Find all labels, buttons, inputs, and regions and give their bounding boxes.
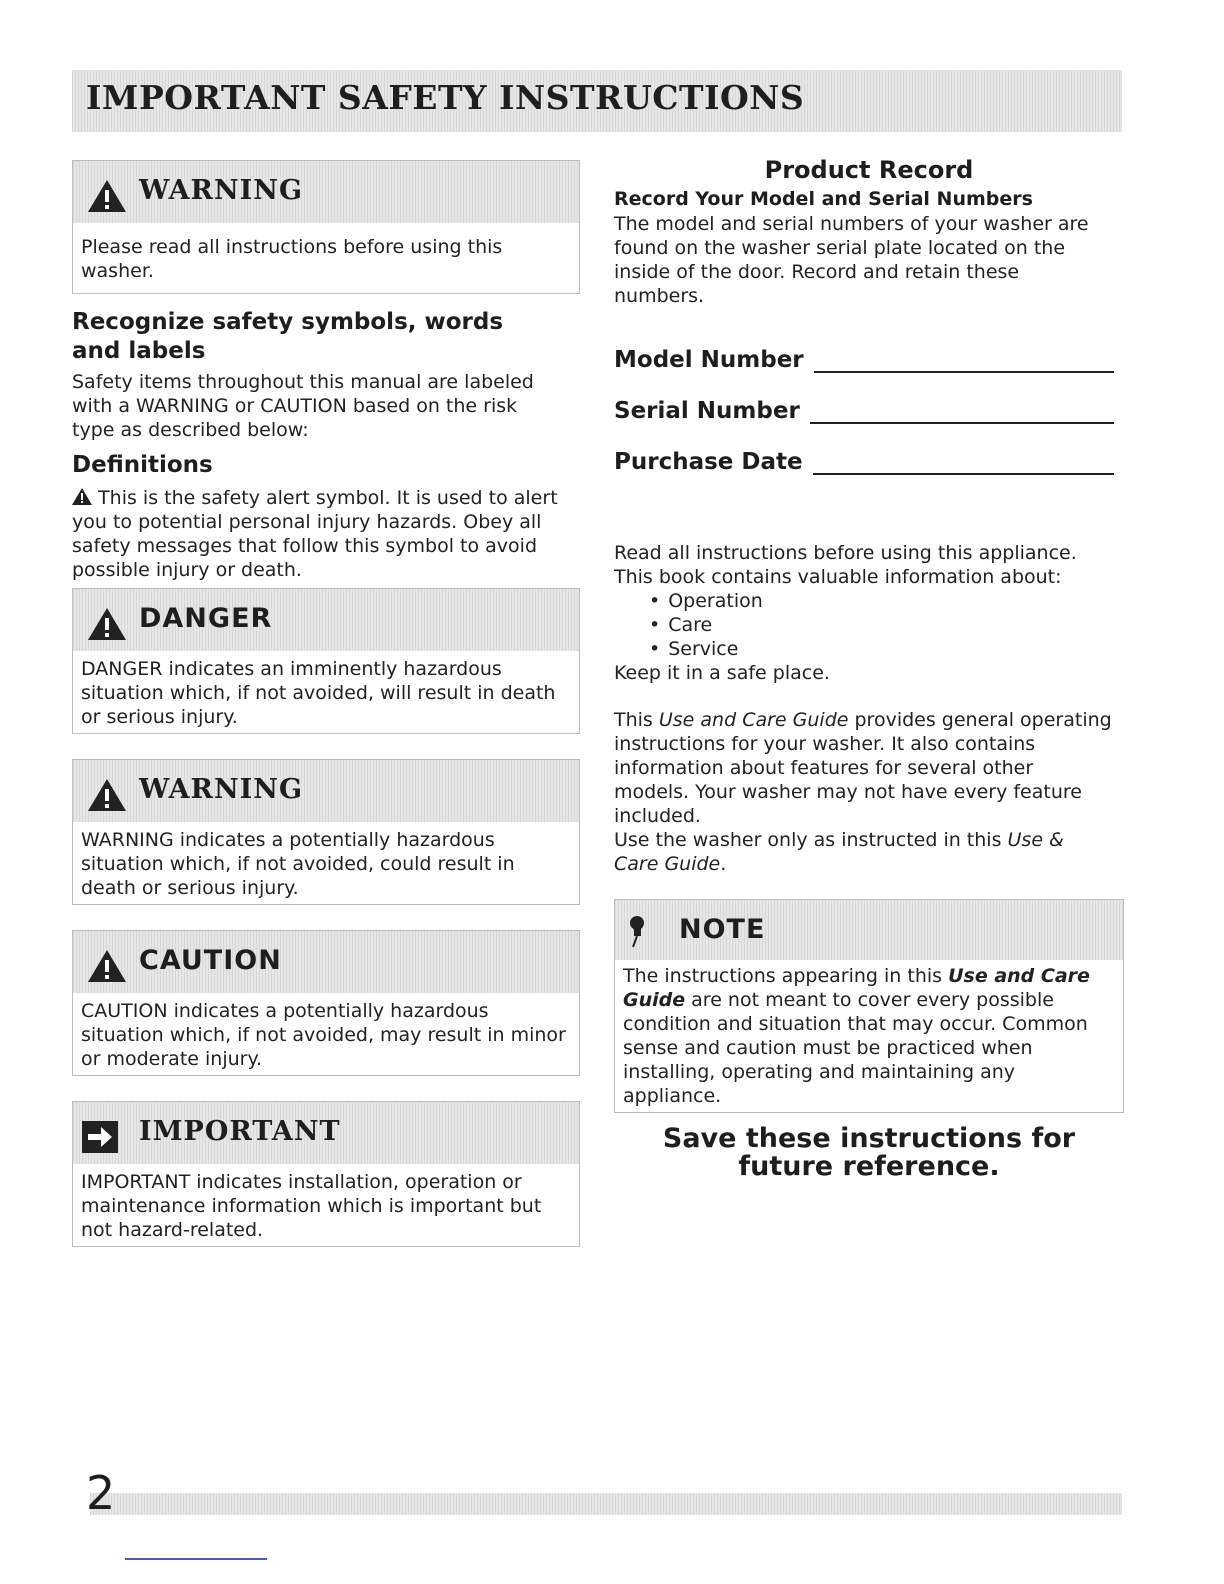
guide-p1-post: provides general operating instructions for your washer. It also contains information about features for several other models. Your washer may not have every feature included. (614, 709, 1112, 827)
warning-heading: WARNING (139, 774, 304, 805)
guide-p2-pre: Use the washer only as instructed in this (614, 829, 1008, 851)
purchase-date-field (614, 424, 1124, 475)
caution-heading: CAUTION (139, 945, 282, 976)
recognize-body: Safety items throughout this manual are labeled with a WARNING or CAUTION based on the risk type as described below: (72, 371, 534, 441)
save-line-2: future reference. (738, 1151, 1000, 1182)
list-item: • Care (649, 613, 1124, 637)
note-callout (614, 899, 1124, 1113)
caution-body: CAUTION indicates a potentially hazardous situation which, if not avoided, may result in minor or moderate injury. (79, 993, 579, 1075)
product-record-subtitle: Record Your Model and Serial Numbers (614, 188, 1033, 210)
footer-divider (125, 1558, 267, 1560)
alert-triangle-icon (87, 949, 127, 983)
warning-read-header (73, 161, 579, 223)
note-header (615, 900, 1123, 960)
read-all-intro: Read all instructions before using this appliance. This book contains valuable information about: (614, 542, 1077, 588)
purchase-date-label: Purchase Date (614, 449, 803, 475)
danger-header (73, 589, 579, 651)
purchase-date-line (813, 455, 1114, 475)
guide-paragraph-1 (614, 708, 1114, 828)
important-callout (72, 1101, 580, 1247)
serial-number-field (614, 373, 1124, 424)
important-header (73, 1102, 579, 1164)
important-heading: IMPORTANT (139, 1116, 341, 1147)
guide-p2-post: . (720, 853, 727, 875)
read-all-outro: Keep it in a safe place. (614, 662, 830, 684)
save-instructions (614, 1125, 1124, 1181)
footer-bar (90, 1493, 1122, 1515)
serial-number-label: Serial Number (614, 398, 800, 424)
arrow-right-box-icon (81, 1120, 121, 1154)
caution-callout (72, 930, 580, 1076)
product-record-title: Product Record (764, 156, 974, 184)
definitions-body (72, 486, 572, 582)
caution-header (73, 931, 579, 993)
note-title-b: Guide (623, 989, 686, 1011)
danger-callout (72, 588, 580, 734)
serial-number-line (810, 404, 1114, 424)
page-title: IMPORTANT SAFETY INSTRUCTIONS (86, 78, 805, 117)
warning-read-body: Please read all instructions before using this washer. (79, 223, 579, 293)
pushpin-icon (617, 914, 657, 948)
right-column (614, 150, 1124, 1181)
guide-p2-title: Use & Care Guide (614, 829, 1064, 875)
alert-triangle-icon (87, 607, 127, 641)
warning-read-callout (72, 160, 580, 294)
definitions-heading: Definitions (72, 452, 213, 478)
alert-triangle-icon (87, 179, 127, 213)
danger-heading: DANGER (139, 603, 273, 634)
left-column (72, 160, 580, 1272)
warning-callout (72, 759, 580, 905)
recognize-heading: Recognize safety symbols, words and labels (72, 309, 504, 364)
danger-body: DANGER indicates an imminently hazardous situation which, if not avoided, will result in death or serious injury. (79, 651, 579, 733)
warning-header (73, 760, 579, 822)
model-number-field (614, 322, 1124, 373)
guide-p1-title: Use and Care Guide (658, 709, 849, 731)
note-pre: The instructions appearing in this (623, 965, 949, 987)
safety-alert-symbol-icon (72, 488, 92, 505)
note-post: are not meant to cover every possible condition and situation that may occur. Common sense and caution must be practiced when installing, operating and maintaining any appliance. (623, 989, 1088, 1107)
note-body (621, 960, 1123, 1112)
save-line-1: Save these instructions for (662, 1123, 1076, 1154)
guide-p1-pre: This (614, 709, 659, 731)
model-number-label: Model Number (614, 347, 804, 373)
page-number: 2 (86, 1466, 116, 1520)
record-fields (614, 322, 1124, 475)
note-heading: NOTE (679, 914, 766, 945)
warning-read-heading: WARNING (139, 175, 304, 206)
important-body: IMPORTANT indicates installation, operation or maintenance information which is important but not hazard-related. (79, 1164, 579, 1246)
model-number-line (814, 353, 1114, 373)
definitions-text: This is the safety alert symbol. It is used to alert you to potential personal injury hazards. Obey all safety messages that follow this symbol to avoid possible injury or death. (72, 487, 558, 581)
read-all-list (614, 589, 1124, 661)
product-record-body: The model and serial numbers of your washer are found on the washer serial plate located on the inside of the door. Record and retain these numbers. (614, 213, 1089, 307)
page-title-banner (72, 70, 1122, 132)
guide-paragraph-2 (614, 828, 1094, 876)
warning-body: WARNING indicates a potentially hazardous situation which, if not avoided, could result in death or serious injury. (79, 822, 579, 904)
list-item: • Service (649, 637, 1124, 661)
alert-triangle-icon (87, 778, 127, 812)
note-title-a: Use and Care (948, 965, 1090, 987)
list-item: • Operation (649, 589, 1124, 613)
